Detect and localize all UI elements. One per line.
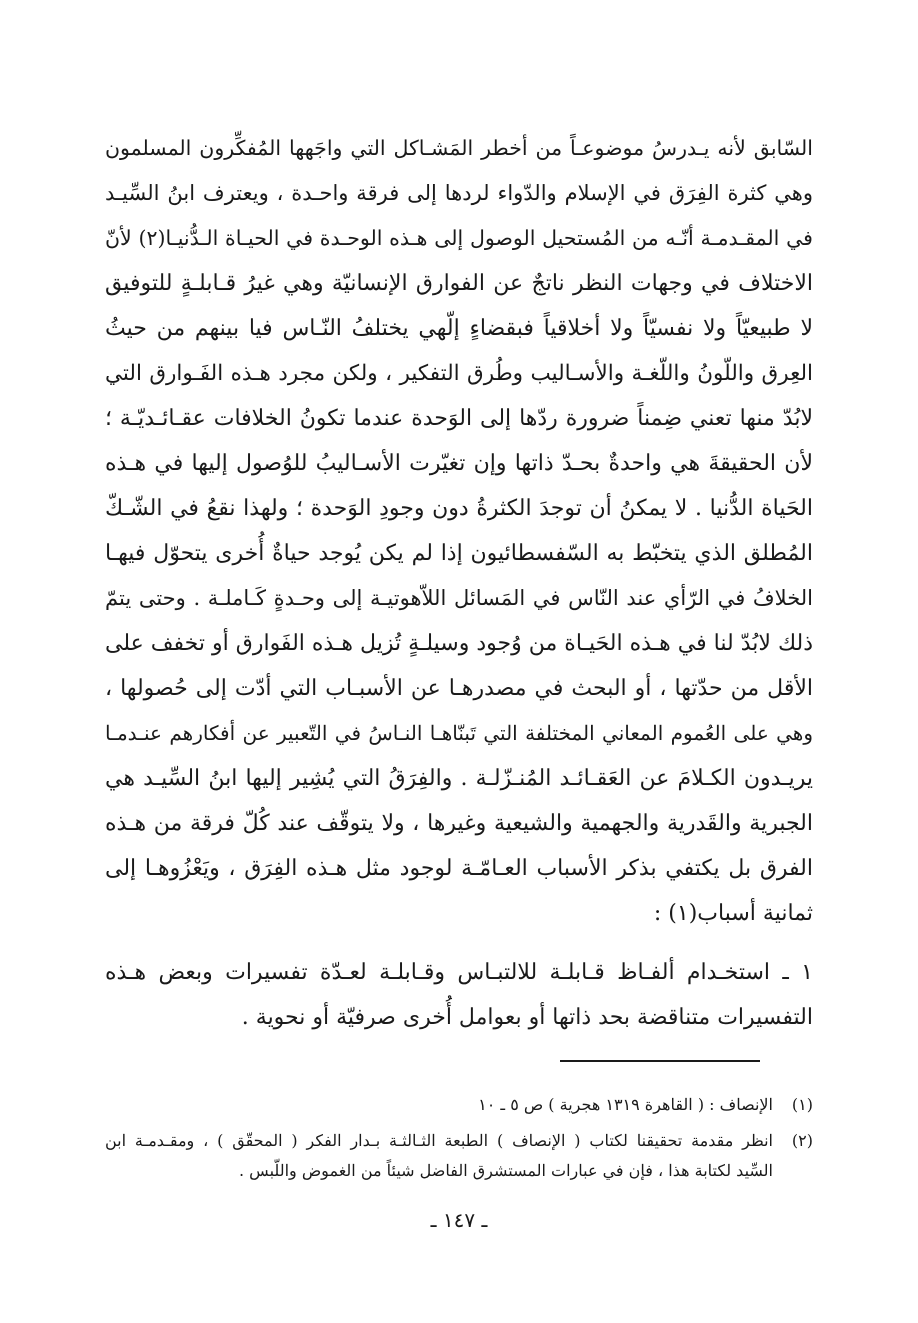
text-line: وهي على العُموم المعاني المختلفة التي تَبنّاهـا النـاسُ في التّعبير عن أفكارهم عنـدمـا <box>105 721 813 745</box>
footnote-body <box>105 1090 773 1120</box>
footnote-2 <box>105 1126 813 1186</box>
footnote-line: السِّيد لكتابة هذا ، فإن في عبارات المستشرق الفاضل شيئاً من الغموض واللّبس . <box>239 1161 773 1180</box>
text-line: الحَياة الدُّنيا . لا يمكنُ أن توجدَ الكثرةُ دون وجودِ الوَحدة ؛ ولهذا نقعُ في الشّـكّ <box>105 496 813 521</box>
text-line: الاختلاف في وجهات النظر ناتجٌ عن الفوارق الإنسانيّة وهي غيرُ قـابلـةٍ للتوفيق <box>105 271 813 296</box>
text-line: لابُدّ منها تعني ضِمناً ضرورة ردّها إلى الوَحدة عندما تكونُ الخلافات عقـائـديّـة ؛ <box>105 406 813 431</box>
text-line: يريـدون الكـلامَ عن العَقـائـد المُنـزّلـة . والفِرَقُ التي يُشِير إليها ابنُ السِّيـد هي <box>105 766 813 791</box>
footnote-number: (١) <box>791 1095 813 1114</box>
numbered-item <box>105 950 813 1040</box>
footnote-number: (٢) <box>791 1131 813 1150</box>
text-line: السّابق لأنه يـدرسُ موضوعـاً من أخطر المَشـاكل التي واجَهها المُفكِّرون المسلمون <box>105 136 813 160</box>
text-line: الخلافُ في الرّأي عند النّاس في المَسائل اللاّهوتيـة إلى وحـدةٍ كَـاملـة . وحتى يتمّ <box>105 586 813 610</box>
text-line: الأقل من حدّتها ، أو البحث في مصدرهـا عن الأسبـاب التي أدّت إلى حُصولها ، <box>105 676 813 701</box>
footnotes <box>105 1090 813 1192</box>
text-line: لا طبيعيّاً ولا نفسيّاً ولا أخلاقياً فبقضاءٍ إلّهي يختلفُ النّـاس فيا بينهم من حيثُ <box>105 316 813 341</box>
text-line: الجبرية والقَدرية والجهمية والشيعية وغيرها ، ولا يتوقّف عند كُلّ فرقة من هـذه <box>105 811 813 836</box>
main-paragraph <box>105 126 813 936</box>
item-line: التفسيرات متناقضة بحد ذاتها أو بعوامل أُخرى صرفيّة أو نحوية . <box>241 1005 813 1030</box>
text-line: في المقـدمـة أنّـه من المُستحيل الوصول إلى هـذه الوحـدة في الحيـاة الـدُّنيـا(٢) لأنّ <box>105 226 813 250</box>
page-number: ـ ١٤٧ ـ <box>430 1208 488 1232</box>
text-line: ثمانية أسباب(١) : <box>653 901 813 926</box>
text-line: المُطلق الذي يتخبّط به السّفسطائيون إذا لم يكن يُوجد حياةٌ أُخرى يتحوّل فيهـا <box>105 541 813 566</box>
footnote-body <box>105 1126 773 1186</box>
text-line: العِرق واللّونُ واللّغـة والأسـاليب وطُرق التفكير ، ولكن مجرد هـذه الفَـوارق التي <box>105 361 813 386</box>
footnote-divider <box>560 1060 760 1062</box>
text-line: ذلك لابُدّ لنا في هـذه الحَيـاة من وُجود وسيلـةٍ تُزيل هـذه الفَوارق أو تخفف على <box>105 631 813 656</box>
item-line: ١ ـ استخـدام ألفـاظ قـابلـة للالتبـاس وقـابلـة لعـدّة تفسيرات وبعض هـذه <box>105 960 813 985</box>
footnote-line: الإنصاف : ( القاهرة ١٣١٩ هجرية ) ص ٥ ـ ١٠ <box>478 1095 773 1114</box>
footnote-line: انظر مقدمة تحقيقنا لكتاب ( الإنصاف ) الطبعة الثـالثـة بـدار الفكر ( المحقّق ) ، ومقـدمـة ابن <box>105 1131 773 1150</box>
footnote-1 <box>105 1090 813 1120</box>
text-line: لأن الحقيقةَ هي واحدةٌ بحـدّ ذاتها وإن تغيّرت الأسـاليبُ للوُصول إليها في هـذه <box>105 451 813 476</box>
text-line: الفرق بل يكتفي بذكر الأسباب العـامّـة لوجود مثل هـذه الفِرَق ، ويَعْزُوهـا إلى <box>105 856 813 881</box>
text-line: وهي كثرة الفِرَق في الإسلام والدّواء لردها إلى فرقة واحـدة ، ويعترف ابنُ السِّيـد <box>105 181 813 205</box>
